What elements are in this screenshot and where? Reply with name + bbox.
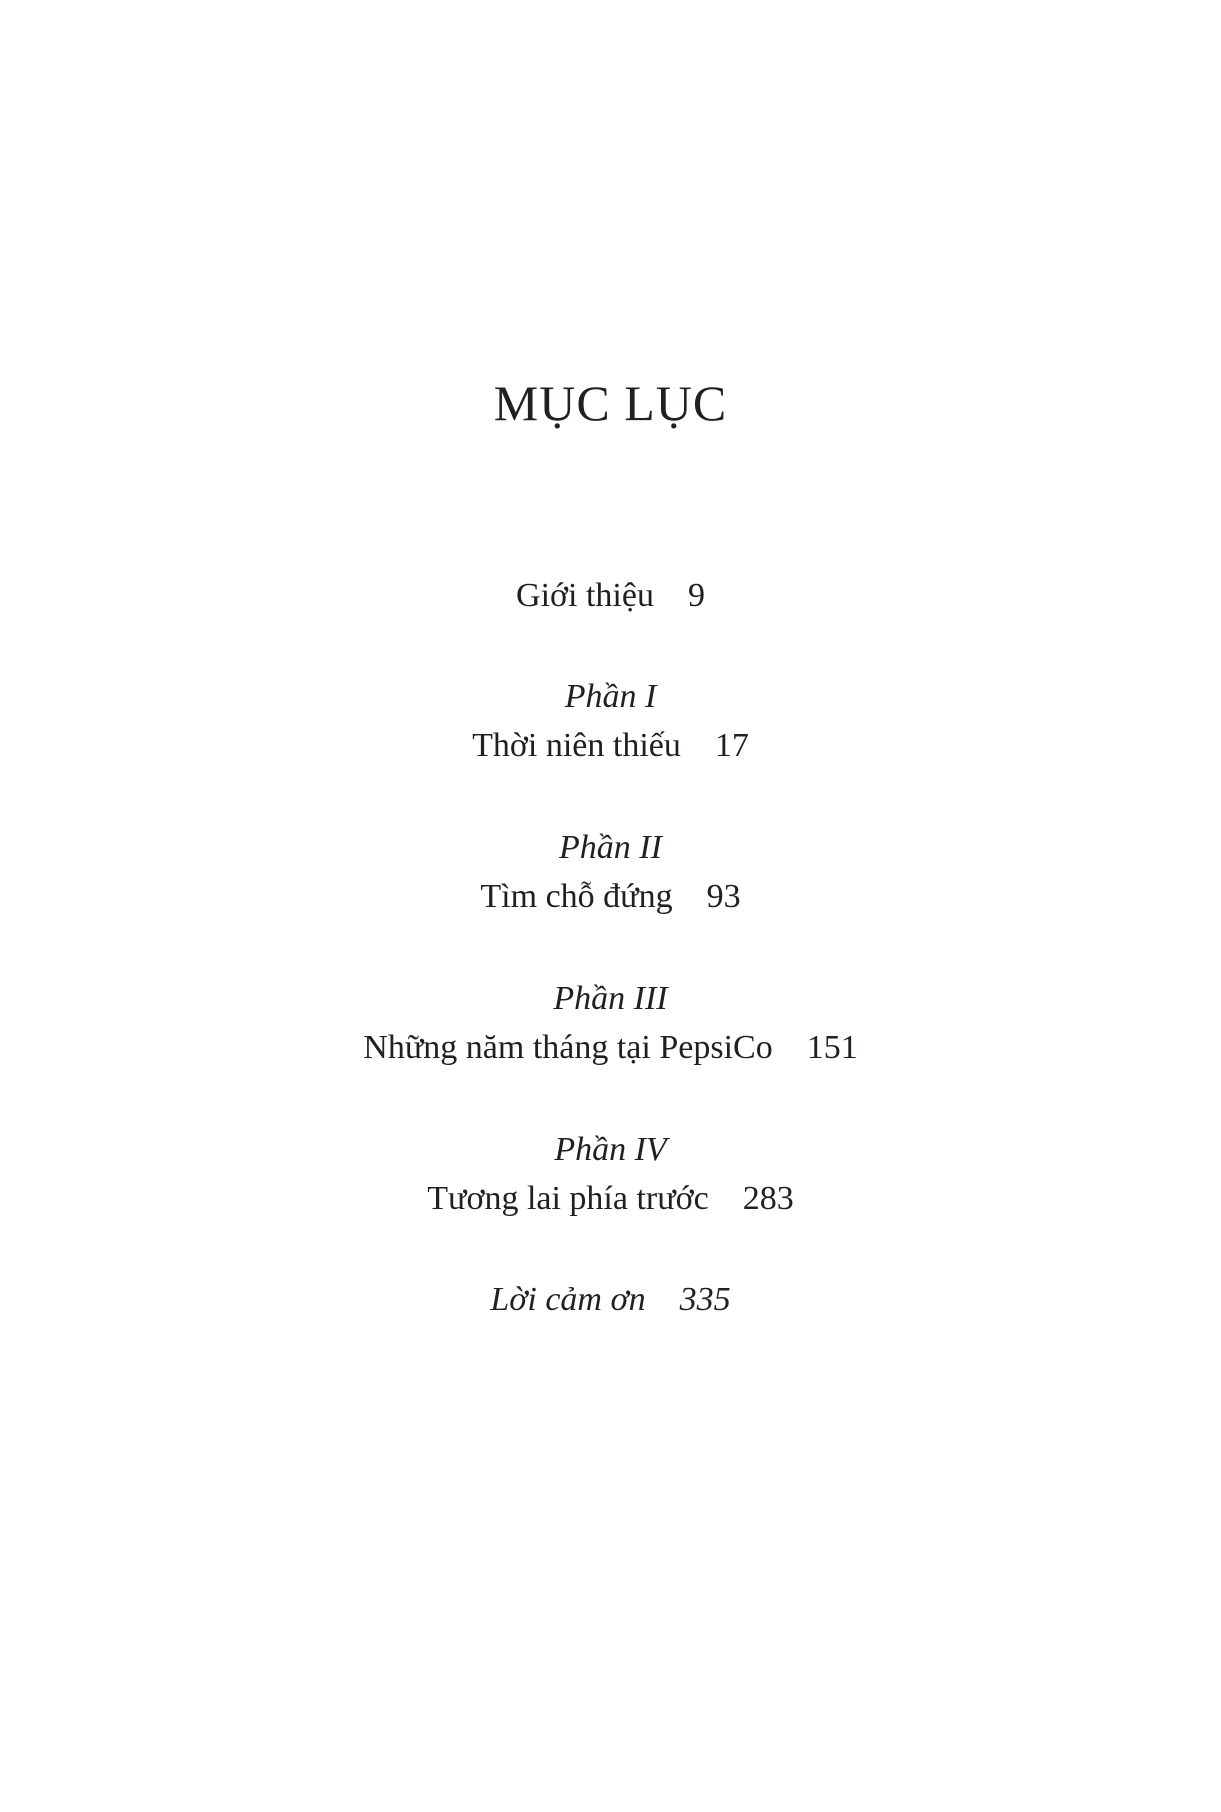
- toc-entry-part4: [0, 1182, 1221, 1216]
- toc-entry-thanks: [0, 1283, 1221, 1317]
- toc-entry-page: 335: [679, 1281, 731, 1318]
- page-title: MỤC LỤC: [493, 375, 728, 431]
- toc-part-heading-4: Phần IV: [554, 1131, 667, 1168]
- toc-part-heading-2: Phần II: [559, 829, 662, 866]
- toc-entry-label: Giới thiệu: [516, 577, 654, 614]
- toc-entry-part2: [0, 880, 1221, 914]
- toc-entry-label: Những năm tháng tại PepsiCo: [363, 1029, 773, 1066]
- toc-entry-page: 93: [706, 878, 741, 915]
- toc-part-heading-1: Phần I: [564, 678, 657, 715]
- toc-entry-label: Thời niên thiếu: [472, 727, 681, 764]
- toc-entry-intro: [0, 579, 1221, 613]
- toc-entry-part1: [0, 729, 1221, 763]
- toc-entry-label: Tương lai phía trước: [427, 1180, 709, 1217]
- toc-entry-label: Lời cảm ơn: [490, 1281, 646, 1318]
- toc-entry-page: 9: [687, 577, 705, 614]
- toc-entry-label: Tìm chỗ đứng: [480, 878, 673, 915]
- toc-entry-page: 17: [714, 727, 749, 764]
- toc-entry-part3: [0, 1031, 1221, 1065]
- toc-part-heading-3: Phần III: [553, 980, 668, 1017]
- toc-entry-page: 151: [806, 1029, 858, 1066]
- toc-entry-page: 283: [742, 1180, 794, 1217]
